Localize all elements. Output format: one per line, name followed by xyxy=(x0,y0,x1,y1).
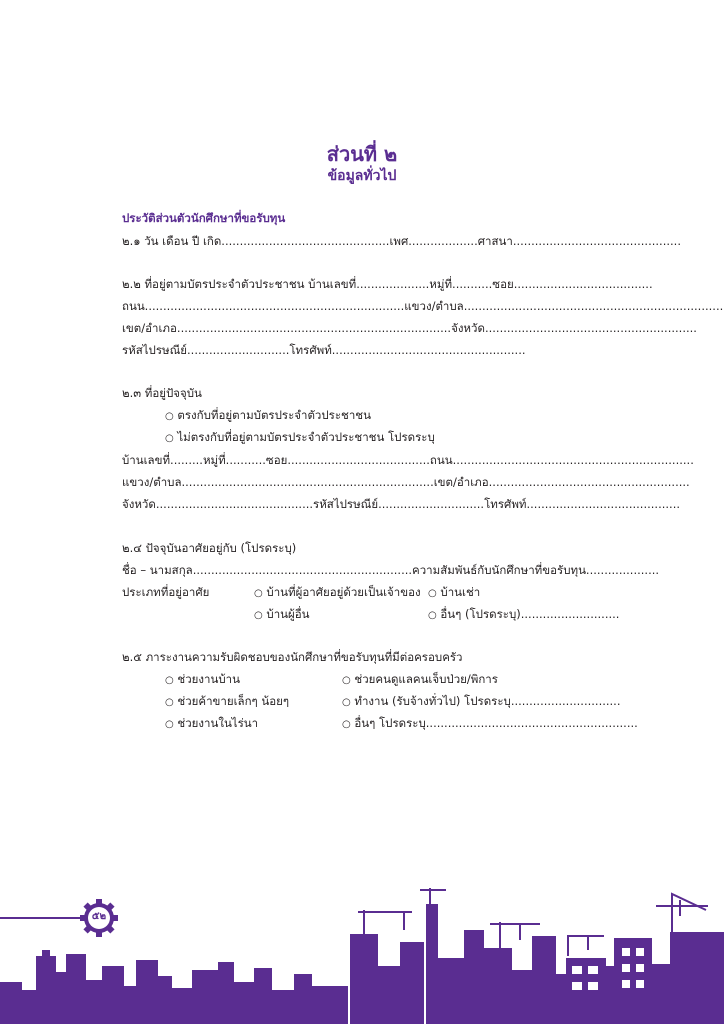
id-address-line-4: รหัสไปรษณีย์............................โทรศัพท์..................................................... xyxy=(122,343,526,357)
option-label: บ้านที่ผู้อาศัยอยู่ด้วยเป็นเจ้าของ xyxy=(266,585,421,599)
option-label: บ้านเช่า xyxy=(440,585,481,599)
option-label: ช่วยค้าขายเล็กๆ น้อยๆ xyxy=(177,694,290,708)
birth-gender-religion-line: ๒.๑ วัน เดือน ปี เกิด..............................................เพศ...................ศาสนา.............................................. xyxy=(122,234,681,248)
housing-type-label: ประเภทที่อยู่อาศัย xyxy=(122,585,210,599)
option-label: ช่วยคนดูแลคนเจ็บป่วย/พิการ xyxy=(354,672,498,686)
option-label: บ้านผู้อื่น xyxy=(266,607,310,621)
radio-circle-icon[interactable]: ○ xyxy=(342,719,351,730)
duty-option-other[interactable] xyxy=(342,716,638,732)
current-address-line-3: จังหวัด...........................................รหัสไปรษณีย์.............................โทรศัพท์.......................................... xyxy=(122,497,681,511)
living-with-title: ๒.๔ ปัจจุบันอาศัยอยู่กับ (โปรดระบุ) xyxy=(122,541,297,555)
radio-circle-icon[interactable]: ○ xyxy=(428,588,437,599)
housing-option-owned[interactable] xyxy=(254,585,421,601)
duty-option-work[interactable] xyxy=(342,694,621,710)
duty-option-small-trade[interactable] xyxy=(165,694,289,710)
radio-circle-icon[interactable]: ○ xyxy=(254,588,263,599)
current-address-option-different[interactable] xyxy=(165,430,435,446)
current-address-option-same[interactable] xyxy=(165,408,371,424)
id-address-line-2: ถนน.......................................................................แขวง/ตำบล....................................................................... xyxy=(122,299,724,313)
duty-option-farm[interactable] xyxy=(165,716,258,732)
option-label: อื่นๆ (โปรดระบุ)........................... xyxy=(440,607,620,621)
radio-circle-icon[interactable]: ○ xyxy=(342,697,351,708)
id-address-line-3: เขต/อำเภอ...........................................................................จังหวัด.......................................................... xyxy=(122,321,697,335)
radio-circle-icon[interactable]: ○ xyxy=(254,610,263,621)
current-address-title: ๒.๓ ที่อยู่ปัจจุบัน xyxy=(122,386,202,400)
radio-circle-icon[interactable]: ○ xyxy=(165,433,174,444)
family-duties-title: ๒.๕ ภาระงานความรับผิดชอบของนักศึกษาที่ขอรับทุนที่มีต่อครอบครัว xyxy=(122,650,463,664)
current-address-line-2: แขวง/ตำบล.....................................................................เขต/อำเภอ....................................................... xyxy=(122,475,690,489)
option-label: ไม่ตรงกับที่อยู่ตามบัตรประจำตัวประชาชน โปรดระบุ xyxy=(177,430,435,444)
option-label: ตรงกับที่อยู่ตามบัตรประจำตัวประชาชน xyxy=(177,408,371,422)
section-heading: ประวัติส่วนตัวนักศึกษาที่ขอรับทุน xyxy=(122,211,286,225)
housing-option-other[interactable] xyxy=(428,607,619,623)
current-address-line-1: บ้านเลขที่.........หมู่ที่...........ซอย.......................................ถนน.................................................................. xyxy=(122,453,694,467)
city-skyline-footer xyxy=(0,870,724,1024)
radio-circle-icon[interactable]: ○ xyxy=(165,675,174,686)
option-label: อื่นๆ โปรดระบุ.......................................................... xyxy=(354,716,638,730)
housing-option-rent[interactable] xyxy=(428,585,480,601)
guardian-name-line: ชื่อ – นามสกุล............................................................ความสัมพันธ์กับนักศึกษาที่ขอรับทุน.................... xyxy=(122,563,660,577)
page-subtitle: ข้อมูลทั่วไป xyxy=(327,168,397,184)
duty-option-housework[interactable] xyxy=(165,672,240,688)
option-label: ทำงาน (รับจ้างทั่วไป) โปรดระบุ.............................. xyxy=(354,694,621,708)
footer-line xyxy=(0,917,84,919)
duty-option-caregiving[interactable] xyxy=(342,672,498,688)
option-label: ช่วยงานบ้าน xyxy=(177,672,240,686)
page-title: ส่วนที่ ๒ xyxy=(326,142,398,166)
radio-circle-icon[interactable]: ○ xyxy=(165,697,174,708)
id-address-line-1: ๒.๒ ที่อยู่ตามบัตรประจำตัวประชาชน บ้านเลขที่....................หมู่ที่...........ซอย...................................... xyxy=(122,277,653,291)
radio-circle-icon[interactable]: ○ xyxy=(342,675,351,686)
radio-circle-icon[interactable]: ○ xyxy=(165,719,174,730)
radio-circle-icon[interactable]: ○ xyxy=(428,610,437,621)
page-number: ๕๒ xyxy=(91,911,107,922)
option-label: ช่วยงานในไร่นา xyxy=(177,716,259,730)
housing-option-others-house[interactable] xyxy=(254,607,310,623)
radio-circle-icon[interactable]: ○ xyxy=(165,411,174,422)
